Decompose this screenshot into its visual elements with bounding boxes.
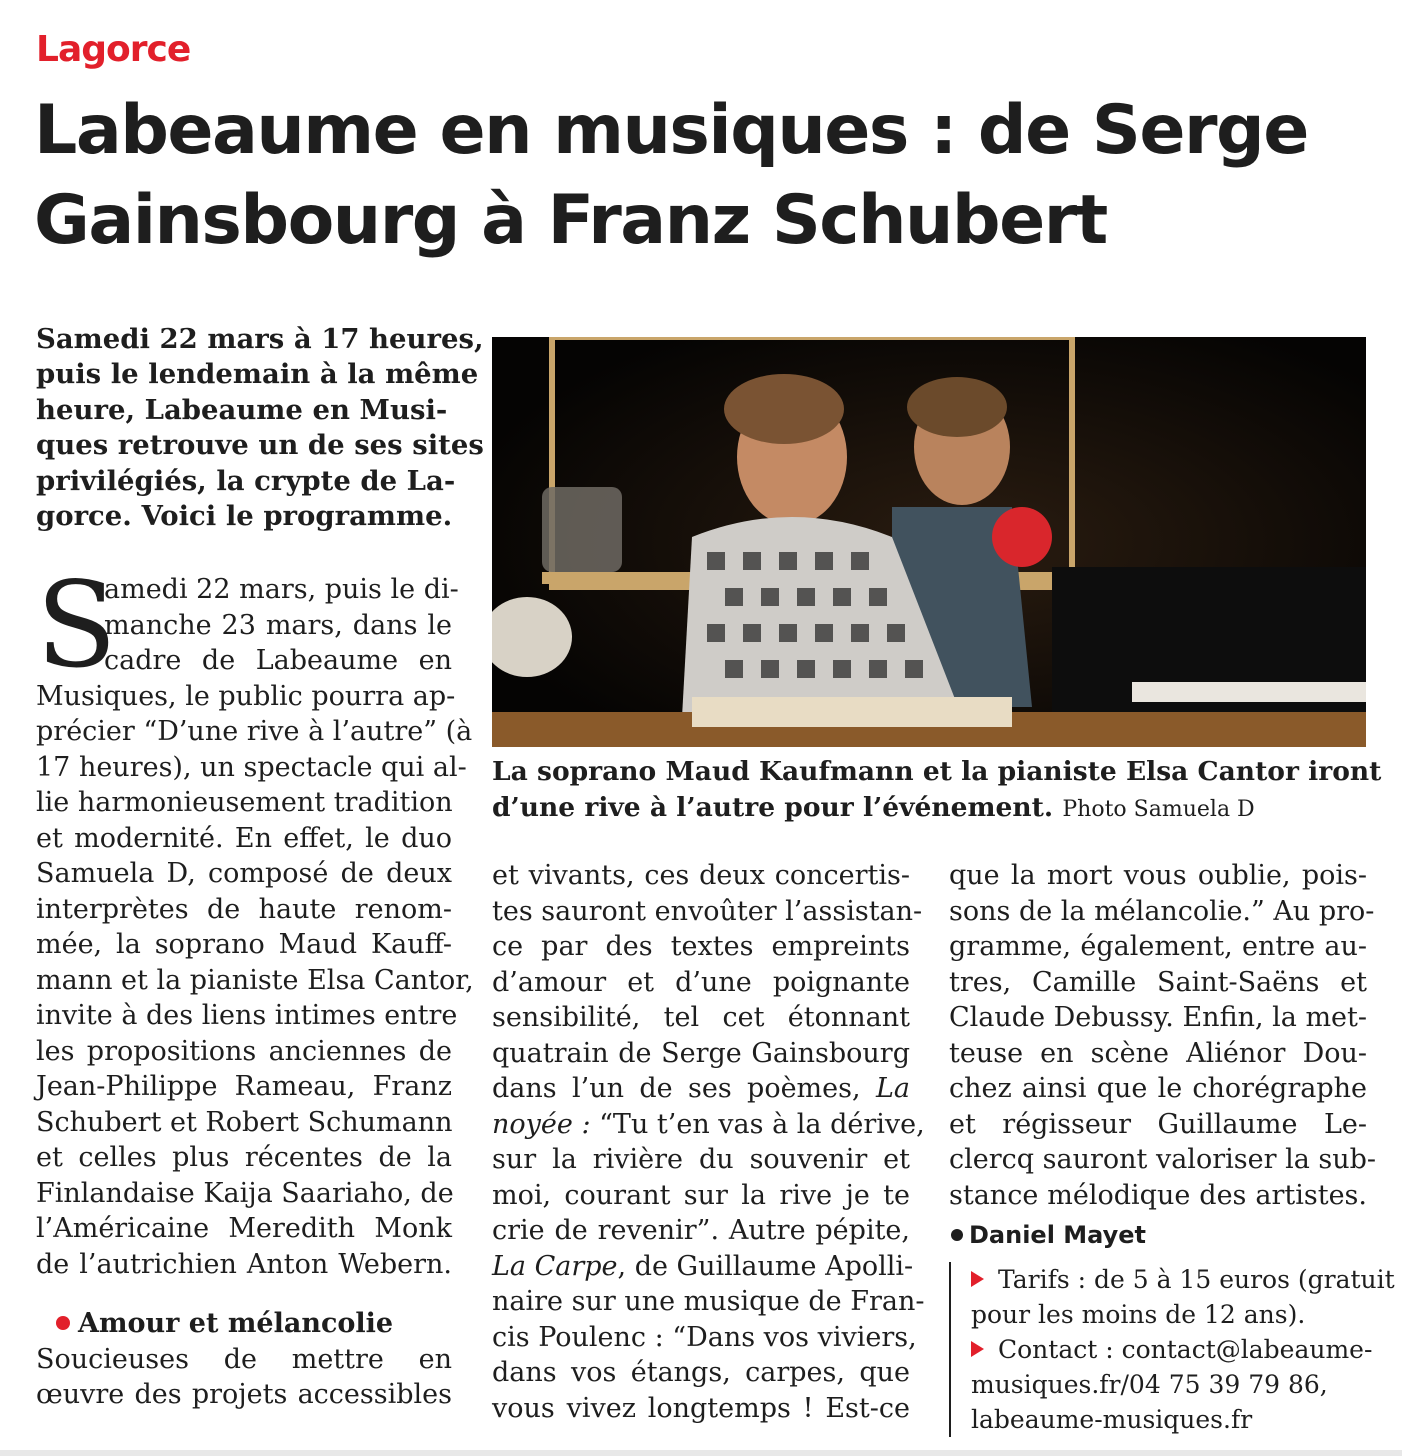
author-byline bbox=[951, 1218, 1146, 1252]
body-line: cis Poulenc : “Dans vos viviers, bbox=[492, 1321, 917, 1353]
body-line: sons de la mélancolie.” Au pro- bbox=[949, 895, 1375, 927]
tarifs-text: Tarifs : de 5 à 15 euros (gratuit bbox=[998, 1265, 1395, 1294]
headline-line: Labeaume en musiques : de Serge bbox=[34, 91, 1308, 170]
body-line: sensibilité, tel cet étonnant bbox=[492, 1002, 910, 1033]
body-line: naire sur une musique de Fran- bbox=[492, 1286, 925, 1317]
body-line bbox=[492, 1071, 910, 1107]
body-text: “Tu t’en vas à la dérive, bbox=[590, 1108, 925, 1140]
arrow-right-icon bbox=[971, 1271, 984, 1287]
body-line: d’amour et d’une poignante bbox=[492, 966, 910, 998]
body-line: manche 23 mars, dans le bbox=[104, 609, 452, 641]
caption-line bbox=[492, 790, 1372, 826]
body-line: quatrain de Serge Gainsbourg bbox=[492, 1037, 910, 1069]
contact-text: Contact : contact@labeaume- bbox=[998, 1335, 1373, 1364]
info-line: pour les moins de 12 ans). bbox=[971, 1300, 1306, 1329]
bullet-icon bbox=[951, 1229, 963, 1241]
subhead-text: Amour et mélancolie bbox=[78, 1308, 394, 1339]
lead-paragraph bbox=[36, 322, 484, 534]
body-line: que la mort vous oublie, pois- bbox=[949, 860, 1367, 891]
title-italic: noyée : bbox=[492, 1108, 591, 1140]
dropcap: S bbox=[36, 556, 117, 694]
body-line: moi, courant sur la rive je te bbox=[492, 1179, 910, 1211]
body-line: Jean-Philippe Rameau, Franz bbox=[36, 1071, 452, 1102]
body-line: 17 heures), un spectacle qui al- bbox=[36, 751, 467, 783]
subhead bbox=[36, 1306, 452, 1342]
body-line: invite à des liens intimes entre bbox=[36, 1000, 458, 1031]
info-line: labeaume-musiques.fr bbox=[971, 1405, 1253, 1434]
body-line: ce par des textes empreints bbox=[492, 931, 910, 962]
body-line: les propositions anciennes de bbox=[36, 1035, 452, 1067]
body-line bbox=[492, 1107, 925, 1143]
article-photo bbox=[492, 337, 1366, 747]
lead-line: puis le lendemain à la même bbox=[36, 358, 479, 391]
lead-line: ques retrouve un de ses sites bbox=[36, 429, 484, 462]
body-line: Claude Debussy. Enfin, la met- bbox=[949, 1002, 1367, 1033]
body-line: clercq sauront valoriser la sub- bbox=[949, 1144, 1377, 1175]
body-line: Soucieuses de mettre en bbox=[36, 1343, 452, 1375]
body-line: Musiques, le public pourra ap- bbox=[36, 680, 456, 712]
caption-text: d’une rive à l’autre pour l’événement. bbox=[492, 791, 1054, 823]
column-3 bbox=[949, 858, 1377, 1213]
arrow-right-icon bbox=[971, 1341, 984, 1357]
caption-line: La soprano Maud Kaufmann et la pianiste Elsa Cantor iront bbox=[492, 756, 1382, 787]
body-line: et régisseur Guillaume Le- bbox=[949, 1108, 1367, 1140]
lead-line: privilégiés, la crypte de La- bbox=[36, 464, 456, 497]
lead-line: heure, Labeaume en Musi- bbox=[36, 393, 448, 426]
body-line: Schubert et Robert Schumann bbox=[36, 1106, 453, 1138]
section-tag: Lagorce bbox=[36, 29, 191, 70]
lead-line: Samedi 22 mars à 17 heures, bbox=[36, 323, 484, 355]
body-text: dans l’un de ses poèmes, bbox=[492, 1073, 861, 1104]
body-line: et modernité. En effet, le duo bbox=[36, 822, 452, 854]
body-line: gramme, également, entre au- bbox=[949, 931, 1367, 962]
body-line: cadre de Labeaume en bbox=[104, 645, 452, 676]
body-line: interprètes de haute renom- bbox=[36, 893, 452, 925]
photo-caption bbox=[492, 754, 1382, 825]
body-line: œuvre des projets accessibles bbox=[36, 1379, 452, 1410]
lead-line: gorce. Voici le programme. bbox=[36, 499, 453, 532]
body-line: lie harmonieusement tradition bbox=[36, 787, 453, 818]
body-line: amedi 22 mars, puis le di- bbox=[104, 574, 459, 605]
info-box bbox=[949, 1262, 1395, 1437]
info-line: musiques.fr/04 75 39 79 86, bbox=[971, 1370, 1328, 1399]
body-line: teuse en scène Aliénor Dou- bbox=[949, 1037, 1367, 1069]
body-line: mée, la soprano Maud Kauff- bbox=[36, 929, 452, 960]
headline-line: Gainsbourg à Franz Schubert bbox=[34, 181, 1107, 260]
info-line bbox=[971, 1262, 1395, 1297]
body-line: mann et la pianiste Elsa Cantor, bbox=[36, 964, 474, 996]
title-italic: La Carpe bbox=[492, 1250, 618, 1282]
body-line: Finlandaise Kaija Saariaho, de bbox=[36, 1177, 454, 1209]
headline bbox=[34, 86, 1384, 266]
body-line: de l’autrichien Anton Webern. bbox=[36, 1248, 452, 1280]
body-line: vous vivez longtemps ! Est-ce bbox=[492, 1392, 910, 1424]
body-line: chez ainsi que le chorégraphe bbox=[949, 1073, 1367, 1104]
body-line: stance mélodique des artistes. bbox=[949, 1179, 1367, 1211]
dropcap-block bbox=[36, 556, 459, 694]
body-text: , de Guillaume Apolli- bbox=[617, 1250, 914, 1282]
body-line: tres, Camille Saint-Saëns et bbox=[949, 966, 1367, 998]
body-line: dans vos étangs, carpes, que bbox=[492, 1357, 910, 1388]
author-name: Daniel Mayet bbox=[969, 1221, 1147, 1249]
column-2 bbox=[492, 858, 925, 1426]
red-bullet-icon bbox=[56, 1316, 70, 1330]
column-1 bbox=[36, 556, 474, 1413]
body-line: Samuela D, composé de deux bbox=[36, 858, 452, 889]
body-line: et vivants, ces deux concertis- bbox=[492, 860, 910, 891]
bottom-divider bbox=[0, 1450, 1402, 1456]
body-line: et celles plus récentes de la bbox=[36, 1142, 452, 1173]
body-line: tes sauront envoûter l’assistan- bbox=[492, 895, 923, 927]
body-line: l’Américaine Meredith Monk bbox=[36, 1213, 452, 1244]
photo-illustration bbox=[492, 337, 1366, 747]
body-line: crie de revenir”. Autre pépite, bbox=[492, 1215, 910, 1246]
body-line: précier “D’une rive à l’autre” (à bbox=[36, 716, 473, 747]
photo-credit: Photo Samuela D bbox=[1062, 796, 1255, 822]
title-italic: La bbox=[875, 1073, 910, 1104]
body-line bbox=[492, 1249, 914, 1285]
body-line: sur la rivière du souvenir et bbox=[492, 1144, 910, 1175]
info-line bbox=[971, 1332, 1391, 1367]
